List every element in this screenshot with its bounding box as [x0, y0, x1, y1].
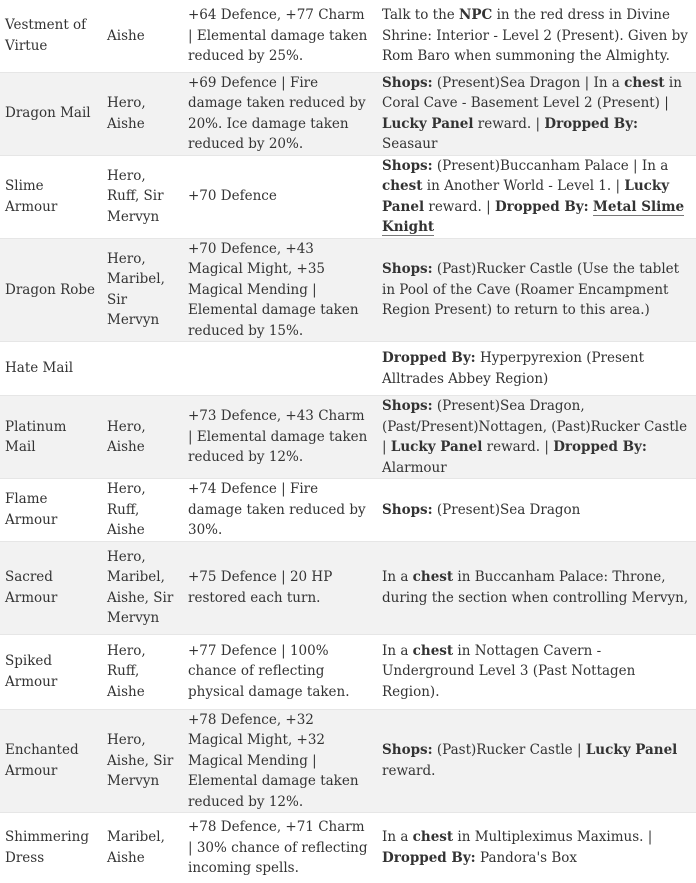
location-text: In a — [382, 642, 413, 659]
location-keyword: Shops: — [382, 742, 433, 759]
item-name: Dragon Mail — [0, 72, 101, 155]
item-location — [376, 479, 696, 542]
location-text: reward. — [382, 762, 436, 779]
item-location — [376, 813, 696, 883]
item-effect: +74 Defence | Fire damage taken reduced by 30%. — [183, 479, 376, 542]
item-name: Shimmering Dress — [0, 813, 101, 883]
item-name: Dragon Robe — [0, 238, 101, 342]
table-row — [0, 155, 696, 238]
item-location — [376, 396, 696, 479]
item-effect: +70 Defence, +43 Magical Might, +35 Magical Mending | Elemental damage taken reduced by 15%. — [183, 238, 376, 342]
location-keyword: chest — [412, 642, 454, 659]
location-keyword: Dropped By: — [494, 198, 589, 215]
item-wearers: Hero, Aishe, Sir Mervyn — [101, 709, 183, 813]
table-row — [0, 0, 696, 72]
location-text: Seasaur — [382, 136, 438, 152]
location-text: In a — [382, 569, 413, 585]
item-wearers: Hero, Aishe — [101, 396, 183, 479]
item-wearers — [101, 342, 183, 396]
location-text: Alarmour — [382, 459, 447, 476]
location-keyword: Dropped By: — [382, 350, 476, 366]
location-text: (Present)Sea Dragon | In a — [432, 74, 625, 91]
item-location — [376, 155, 696, 238]
item-name: Hate Mail — [0, 342, 101, 396]
location-keyword: chest — [412, 829, 454, 846]
location-keyword: Lucky Panel — [382, 178, 670, 215]
location-keyword: Shops: — [382, 398, 433, 414]
table-row — [0, 709, 696, 813]
location-text: Hyperpyrexion (Present Alltrades Abbey Region) — [382, 350, 645, 387]
item-wearers: Hero, Maribel, Sir Mervyn — [101, 238, 183, 342]
item-wearers: Hero, Aishe — [101, 72, 183, 155]
item-location — [376, 709, 696, 813]
item-location — [376, 342, 696, 396]
location-keyword: Shops: — [382, 501, 433, 518]
location-keyword: Shops: — [382, 74, 433, 91]
item-effect: +78 Defence, +32 Magical Might, +32 Magical Mending | Elemental damage taken reduced by 12%. — [183, 709, 376, 813]
item-location — [376, 634, 696, 709]
item-wearers: Hero, Maribel, Aishe, Sir Mervyn — [101, 541, 183, 634]
item-effect — [183, 342, 376, 396]
table-row — [0, 813, 696, 883]
table-row — [0, 634, 696, 709]
location-text: in Multipleximus Maximus. | — [453, 829, 653, 846]
item-wearers: Maribel, Aishe — [101, 813, 183, 883]
item-effect: +75 Defence | 20 HP restored each turn. — [183, 541, 376, 634]
location-keyword: Dropped By: — [544, 115, 639, 132]
item-name: Slime Armour — [0, 155, 101, 238]
item-wearers: Hero, Ruff, Aishe — [101, 479, 183, 542]
location-text: in Nottagen Cavern - Underground Level 3 (Past Nottagen Region). — [382, 642, 636, 700]
location-keyword: chest — [624, 74, 665, 91]
item-wearers: Hero, Ruff, Sir Mervyn — [101, 155, 183, 238]
item-wearers: Aishe — [107, 27, 145, 44]
location-keyword: Dropped By: — [553, 439, 647, 455]
item-location — [376, 238, 696, 342]
item-name: Platinum Mail — [0, 396, 101, 479]
table-row — [0, 396, 696, 479]
table-row — [0, 72, 696, 155]
location-text: in Another World - Level 1. | — [422, 178, 625, 194]
location-text: (Past)Rucker Castle (Use the tablet in Pool of the Cave (Roamer Encampment Region Present) to return to this area.) — [382, 261, 680, 318]
location-text: in Coral Cave - Basement Level 2 (Present) | — [382, 74, 682, 111]
item-location — [376, 0, 696, 72]
item-effect: +73 Defence, +43 Charm | Elemental damage taken reduced by 12%. — [183, 396, 376, 479]
location-keyword: Shops: — [382, 157, 433, 174]
item-wearers: Hero, Ruff, Aishe — [101, 634, 183, 709]
location-text: Talk to the — [382, 7, 460, 23]
location-text: in Buccanham Palace: Throne, during the section when controlling Mervyn, — [382, 569, 689, 606]
item-location — [376, 541, 696, 634]
item-name: Spiked Armour — [0, 634, 101, 709]
table-row — [0, 342, 696, 396]
location-text: reward. | — [482, 439, 554, 455]
item-effect: +77 Defence | 100% chance of reflecting physical damage taken. — [183, 634, 376, 709]
location-keyword: Lucky Panel — [382, 115, 474, 132]
location-keyword: chest — [412, 569, 454, 585]
location-keyword: Lucky Panel — [585, 742, 678, 759]
item-effect: +78 Defence, +71 Charm | 30% chance of reflecting incoming spells. — [183, 813, 376, 883]
item-name: Enchanted Armour — [0, 709, 101, 813]
item-effect: +69 Defence | Fire damage taken reduced by 20%. Ice damage taken reduced by 20%. — [183, 72, 376, 155]
location-keyword: chest — [382, 178, 423, 194]
location-keyword: NPC — [459, 7, 493, 23]
location-text: (Past)Rucker Castle | — [432, 742, 586, 759]
item-location — [376, 72, 696, 155]
location-text: in the red dress in Divine Shrine: Interior - Level 2 (Present). Given by Rom Baro when summoning the Almighty. — [382, 7, 688, 64]
location-text: (Present)Sea Dragon, (Past/Present)Nottagen, (Past)Rucker Castle | — [382, 398, 688, 455]
item-effect: +64 Defence, +77 Charm | Elemental damage taken reduced by 25%. — [188, 7, 368, 64]
location-text: reward. | — [424, 198, 495, 215]
location-keyword: Dropped By: — [382, 849, 476, 866]
table-row — [0, 479, 696, 542]
item-name: Vestment of Virtue — [5, 17, 87, 54]
location-text: (Present)Buccanham Palace | In a — [432, 157, 669, 174]
location-text: (Present)Sea Dragon — [432, 501, 581, 518]
location-text: reward. | — [473, 115, 545, 132]
monster-link[interactable]: Metal Slime Knight — [382, 198, 685, 235]
item-effect: +70 Defence — [183, 155, 376, 238]
table-row — [0, 238, 696, 342]
location-keyword: Lucky Panel — [390, 439, 483, 455]
location-text: In a — [382, 829, 413, 846]
table-row — [0, 541, 696, 634]
location-text: Pandora's Box — [475, 849, 578, 866]
item-name: Sacred Armour — [0, 541, 101, 634]
location-keyword: Shops: — [382, 261, 433, 277]
item-name: Flame Armour — [0, 479, 101, 542]
